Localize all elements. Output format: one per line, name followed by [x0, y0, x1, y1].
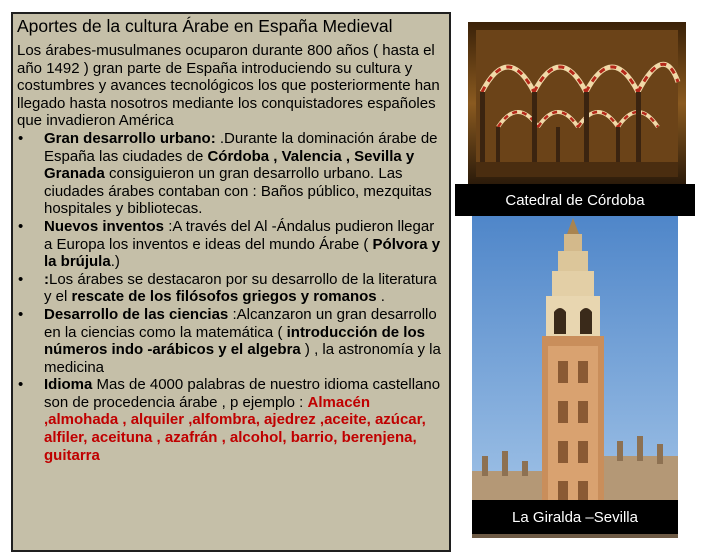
list-item-ciencias [17, 306, 445, 376]
item-text: .) [110, 253, 120, 271]
item-heading: Idioma [44, 376, 93, 394]
bullet-icon: • [18, 270, 24, 288]
item-bold: Pólvora y la brújula [44, 235, 441, 271]
item-text: .Durante la dominación árabe de España las ciudades de [44, 129, 438, 165]
bullet-list [17, 130, 445, 464]
item-text: ) , la astronomía y la medicina [44, 341, 441, 376]
text-panel [11, 12, 451, 552]
bullet-icon: • [18, 217, 24, 235]
item-heading: : [44, 270, 49, 288]
bullet-icon: • [18, 376, 24, 394]
item-text: . [376, 288, 385, 306]
intro-paragraph: Los árabes-musulmanes ocuparon durante 800 años ( hasta el año 1492 ) gran parte de España introduciendo su cultura y costumbres y avances tecnológicos los que posteriormente han llegado hasta nosotros mediante los conquistadores españoles que invadieron América [17, 42, 440, 130]
item-text: consiguieron un gran desarrollo urbano. Las ciudades árabes contaban con : Baños público, mezquitas hospitales y bibliotecas. [44, 165, 432, 218]
item-text: :Alcanzaron un gran desarrollo en la ciencias como la matemática ( [44, 305, 437, 341]
item-text: Mas de 4000 palabras de nuestro idioma castellano son de procedencia árabe , p ejemplo : [44, 376, 441, 411]
giralda-tower-illustration [472, 216, 678, 538]
bullet-icon: • [18, 305, 24, 323]
giralda-caption: La Giralda –Sevilla [472, 500, 678, 534]
list-item-idioma [17, 376, 445, 464]
item-heading: Desarrollo de las ciencias [44, 305, 233, 323]
cordoba-caption: Catedral de Córdoba [455, 184, 695, 216]
item-bold: rescate de los filósofos griegos y romanos [71, 288, 377, 306]
bullet-icon: • [18, 129, 24, 147]
item-red-words: Almacén ,almohada , alquiler ,alfombra, ajedrez ,aceite, azúcar, alfiler, aceituna , azafrán , alcohol, barrio, berenjena, guitarra [44, 393, 426, 464]
arches-illustration [468, 22, 686, 185]
item-heading: Gran desarrollo urbano: [44, 129, 220, 147]
slide-title: Aportes de la cultura Árabe en España Medieval [17, 16, 393, 36]
giralda-photo [472, 216, 678, 538]
item-bold: Córdoba , Valencia , Sevilla y Granada [44, 147, 415, 183]
item-text: :A través del Al -Ándalus pudieron llegar a Europa los inventos e ideas del mundo Árabe ( [44, 217, 435, 253]
list-item-urbano [17, 130, 445, 218]
list-item-literatura [17, 271, 445, 306]
item-heading: Nuevos inventos [44, 217, 169, 235]
item-bold: introducción de los números indo -arábicos y el algebra [44, 323, 425, 359]
cordoba-mosque-photo [468, 22, 686, 185]
item-text: Los árabes se destacaron por su desarrollo de la literatura y el [44, 270, 437, 306]
list-item-inventos [17, 218, 445, 271]
